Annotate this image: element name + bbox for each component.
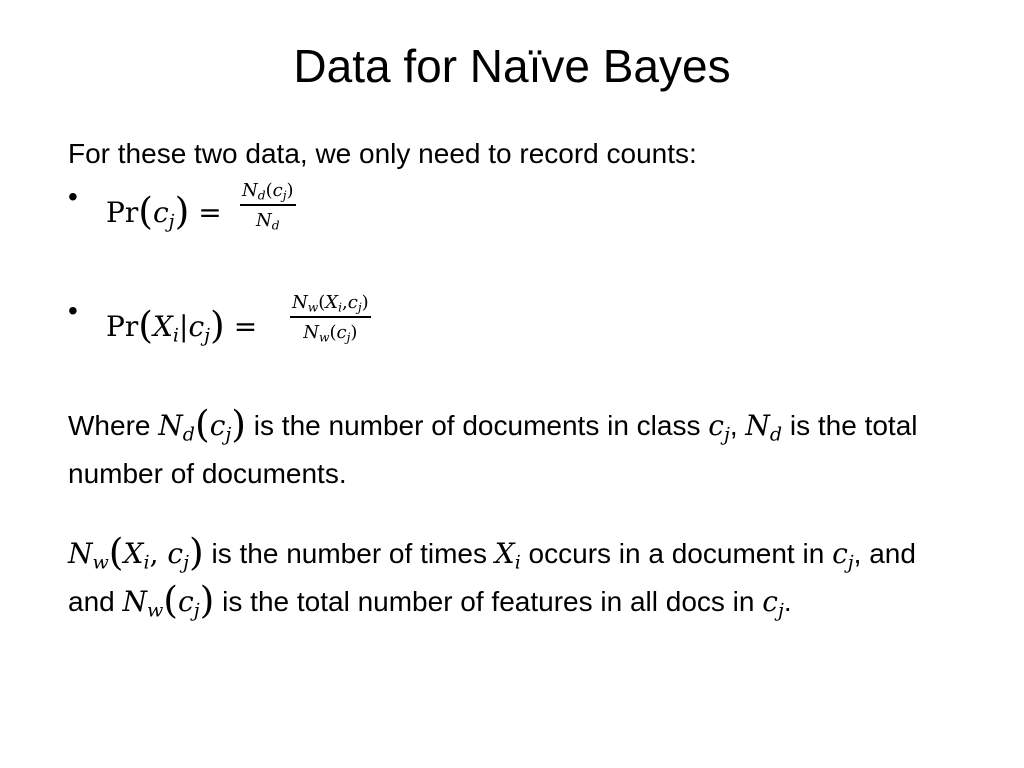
para1-math-1 (158, 401, 247, 446)
para1-m1-c-sub: j (225, 423, 232, 446)
para1-m2-c-sub: j (723, 423, 730, 446)
prior-denominator (240, 206, 296, 231)
paragraph-documents (68, 402, 968, 498)
paren: ( (138, 188, 153, 233)
likelihood-num-N-sub: w (307, 300, 319, 315)
likelihood-bar: | (179, 310, 189, 343)
para1-m1-N-sub: d (182, 423, 195, 446)
prior-numerator: $N_d(c_j)$ (240, 180, 296, 206)
para1-m3-N-sub: d (769, 423, 783, 446)
likelihood-fraction (290, 292, 371, 343)
para2-m5-c: c (762, 585, 778, 618)
paren: ) (210, 302, 225, 347)
para1-math-2 (708, 409, 730, 446)
para2-m1-c: c (167, 537, 184, 570)
para2-m1-c-sub: j (183, 551, 189, 574)
prior-den-N: N (255, 210, 272, 231)
prior-num-N-sub: d (257, 188, 266, 203)
likelihood-x: X (152, 310, 173, 343)
paren: ( (194, 401, 210, 446)
paren: ( (108, 529, 124, 574)
likelihood-c: c (188, 310, 205, 343)
para2-text-4: is the total number of features in all docs in (214, 586, 763, 617)
paren: ) (231, 401, 247, 446)
para1-math-3 (745, 409, 783, 446)
para1-text-4: is the total number of documents. (68, 410, 918, 489)
likelihood-num-comma: , (342, 292, 348, 313)
likelihood-equals: = (233, 310, 258, 343)
prior-num-N: N (242, 180, 258, 201)
para2-m2-x: X (494, 537, 515, 570)
para1-m1-c: c (209, 409, 226, 442)
paren: ) (174, 188, 190, 233)
para1-m1-N: N (158, 409, 183, 442)
para2-m3-c-sub: j (847, 551, 854, 574)
para2-text-3: , and and (68, 538, 916, 617)
prior-fn: Pr (106, 196, 139, 229)
likelihood-x-sub: i (172, 324, 180, 347)
para2-m1-x-sub: i (143, 551, 150, 574)
paren: ) (188, 529, 204, 574)
para2-m1-comma: , (149, 537, 168, 570)
likelihood-lhs (106, 302, 258, 347)
likelihood-numerator: $N_w(X_i,c_j)$ (290, 292, 371, 318)
prior-lhs (106, 188, 222, 233)
para2-m4-N: N (122, 585, 147, 618)
para2-text-2: occurs in a document in (520, 538, 833, 569)
likelihood-den-c: c (336, 322, 347, 343)
prior-den-N-sub: d (271, 218, 280, 233)
paren: ( (138, 302, 153, 347)
likelihood-num-N: N (292, 292, 308, 313)
para1-text-3: , (729, 410, 746, 441)
likelihood-den-c-sub: j (346, 330, 351, 345)
para2-m2-x-sub: i (514, 551, 521, 574)
likelihood-num-c-sub: j (357, 300, 362, 315)
para2-m5-c-sub: j (777, 599, 784, 622)
intro-text: For these two data, we only need to record counts: (68, 138, 697, 169)
likelihood-c-sub: j (204, 324, 211, 347)
para2-m1-x: X (123, 537, 144, 570)
paren: ( (163, 577, 179, 622)
para1-m2-c: c (708, 409, 724, 442)
para1-m3-N: N (745, 409, 770, 442)
likelihood-fn: Pr (106, 310, 139, 343)
prior-fraction (240, 180, 296, 231)
bullet-glyph-1: • (68, 181, 78, 212)
paren: ) (199, 577, 215, 622)
likelihood-num-x: X (325, 292, 339, 313)
likelihood-num-c: c (347, 292, 358, 313)
likelihood-den-N: N (303, 322, 319, 343)
para2-math-3 (832, 537, 854, 574)
para2-math-5 (762, 585, 784, 622)
para2-m1-N: N (68, 537, 93, 570)
para1-text-2: is the number of documents in class (246, 410, 709, 441)
para2-m4-N-sub: w (147, 599, 164, 622)
likelihood-denominator: $N_w(c_j)$ (303, 322, 358, 345)
prior-var-sub: j (168, 210, 175, 233)
para2-math-4 (122, 577, 215, 622)
para1-text-1: Where (68, 410, 159, 441)
prior-num-var-sub: j (282, 188, 287, 203)
para2-m4-c: c (178, 585, 194, 618)
para2-math-1 (68, 529, 204, 574)
likelihood-num-x-sub: i (338, 300, 343, 315)
para2-m4-c-sub: j (193, 599, 200, 622)
prior-equals: = (198, 196, 222, 229)
para2-text-5: . (783, 586, 792, 617)
para2-m3-c: c (832, 537, 848, 570)
prior-var: c (152, 196, 169, 229)
para2-math-2 (494, 537, 521, 574)
likelihood-den-N-sub: w (318, 330, 330, 345)
para2-text-1: is the number of times (203, 538, 495, 569)
paragraph-features (68, 530, 968, 626)
para2-m1-N-sub: w (92, 551, 109, 574)
slide-title: Data for Naïve Bayes (293, 40, 731, 92)
bullet-glyph-2: • (68, 295, 78, 326)
prior-num-var: c (272, 180, 283, 201)
